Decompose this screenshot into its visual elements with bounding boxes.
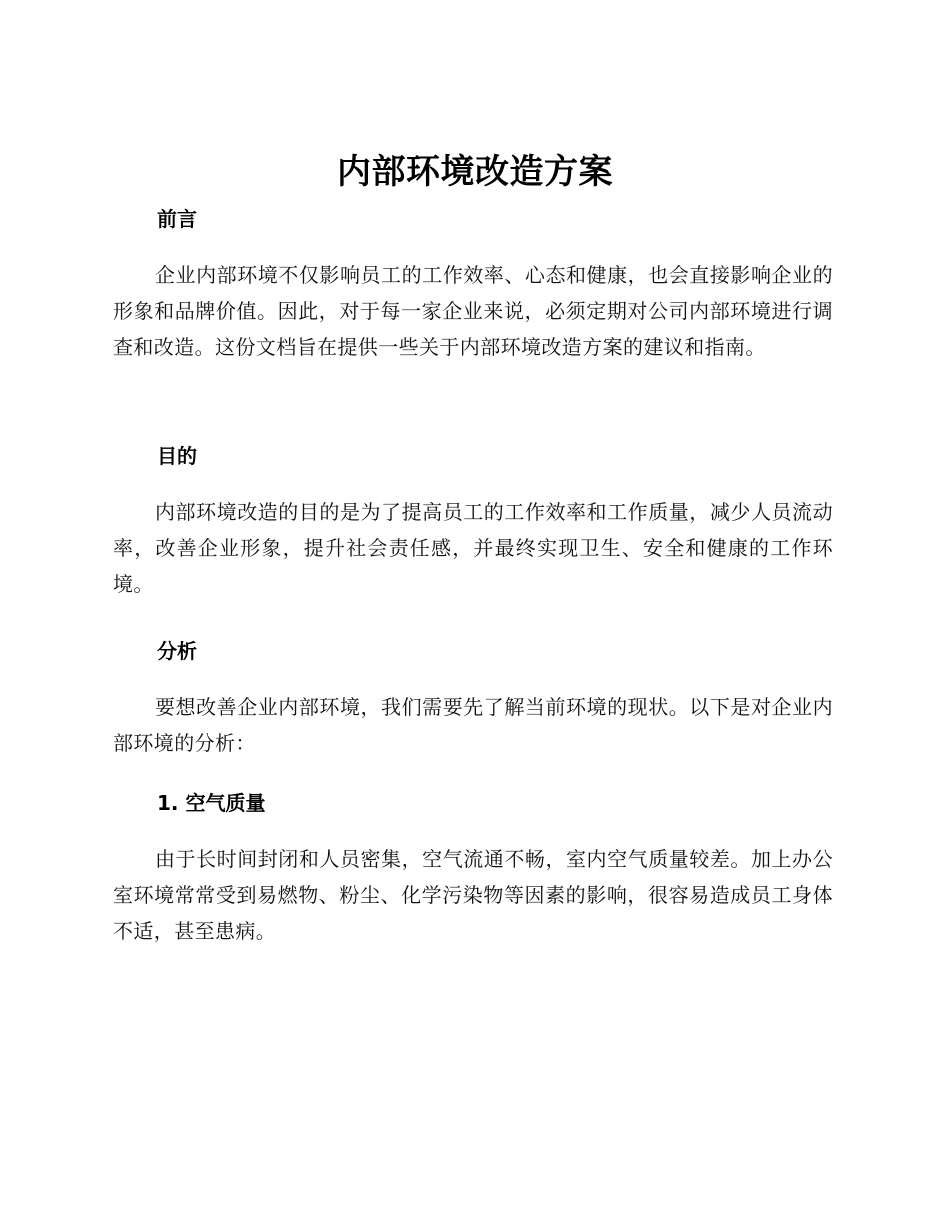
section-heading-preface: 前言 [157, 207, 197, 231]
section-heading-analysis: 分析 [157, 639, 197, 663]
section-paragraph-analysis: 要想改善企业内部环境，我们需要先了解当前环境的现状。以下是对企业内部环境的分析： [113, 695, 833, 755]
section-heading-air-quality: 1. 空气质量 [157, 791, 266, 815]
section-paragraph-air-quality: 由于长时间封闭和人员密集，空气流通不畅，室内空气质量较差。加上办公室环境常常受到易燃物、粉尘、化学污染物等因素的影响，很容易造成员工身体不适，甚至患病。 [113, 847, 833, 943]
section-heading-purpose: 目的 [157, 444, 197, 468]
document-title: 内部环境改造方案 [337, 152, 613, 192]
section-paragraph-preface: 企业内部环境不仅影响员工的工作效率、心态和健康，也会直接影响企业的形象和品牌价值。因此，对于每一家企业来说，必须定期对公司内部环境进行调查和改造。这份文档旨在提供一些关于内部环境改造方案的建议和指南。 [113, 263, 833, 359]
section-paragraph-purpose: 内部环境改造的目的是为了提高员工的工作效率和工作质量，减少人员流动率，改善企业形象，提升社会责任感，并最终实现卫生、安全和健康的工作环境。 [113, 500, 833, 596]
